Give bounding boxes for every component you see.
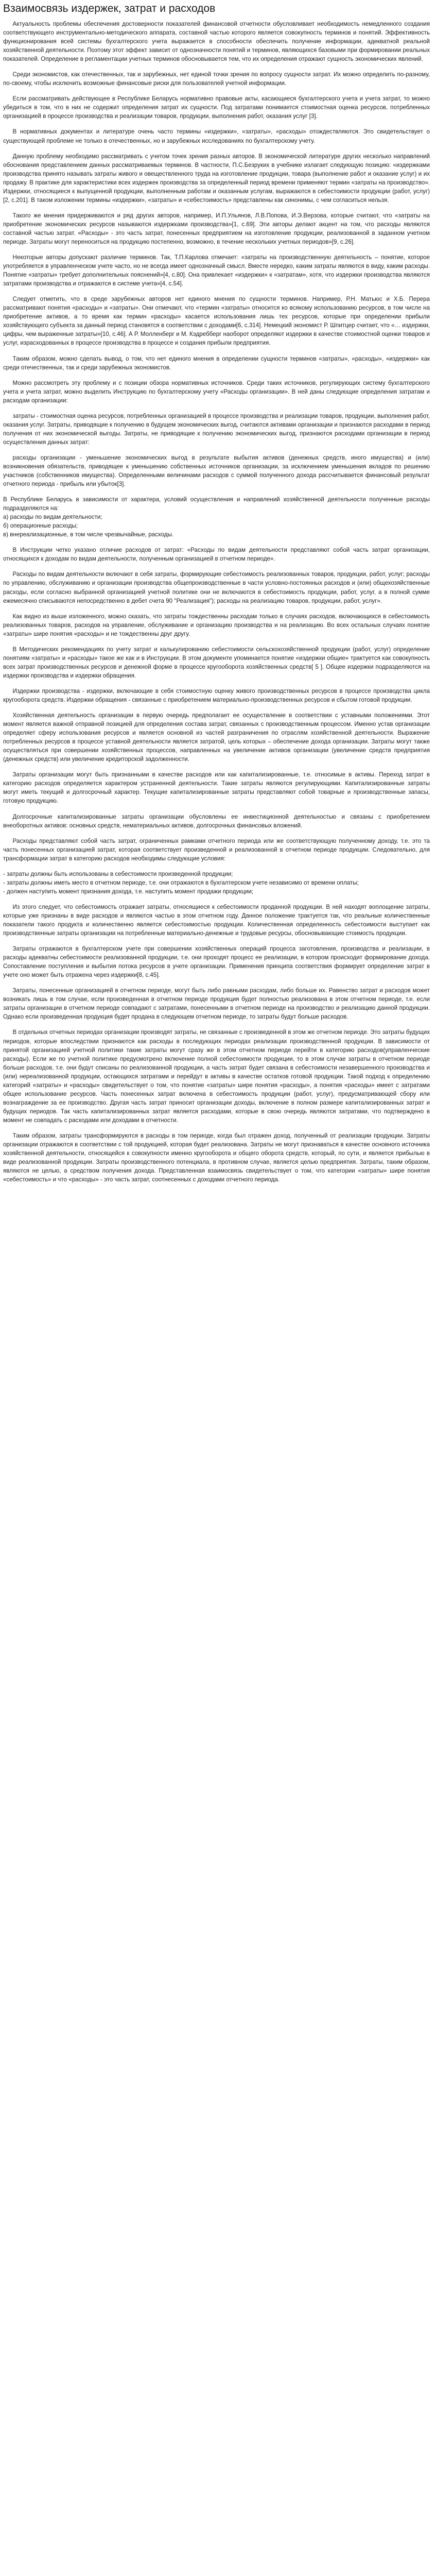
article-paragraph: Расходы по видам деятельности включают в себя затраты, формирующие себестоимость реализованных товаров, продукции, работ, услуг; расходы по управлению, обслуживанию и организации производства общепроизводственные в части условно-постоянных расходов и (или) общехозяйственные расходы, если согласно выбранной организацией учетной политике они не включаются в себестоимость продукции, работ, услуг, а в полной сумме ежемесячно списываются непосредственно в дебет счета 90 "Реализация"); расходы на реализацию товаров, продукции, работ, услуг». bbox=[3, 571, 430, 604]
article-paragraph: Таким образом, затраты трансформируются в расходы в том периоде, когда был отражен доход, полученный от реализации продукции. Затраты организации отражаются в соответствии с той продукцией, которая будет реализована. Затраты не могут признаваться в качестве основного источника хозяйственной деятельности, относящейся к совокупности именно кругооборота и общего оборота средств, который, по сути, и является прибылью в виде реализованной продукции. Затраты производственного потенциала, в противном случае, является целью предприятия. Затраты, таким образом, являются не целью, а средством получения дохода. Представленная взаимосвязь свидетельствует о том, что категории «затраты» шире понятия «себестоимость» и что «расходы» - это часть затрат, соотнесенных с доходами отчетного периода. bbox=[3, 1132, 430, 1183]
article-paragraph: В Инструкции четко указано отличие расходов от затрат: «Расходы по видам деятельности представляют собой часть затрат организации, относящихся к доходам по видам деятельности, полученным организацией в отчетном периоде». bbox=[3, 547, 430, 563]
article-paragraph: затраты - стоимостная оценка ресурсов, потребленных организацией в процессе производства и реализации товаров, продукции, выполнения работ, оказания услуг. Затраты, приводящие к получению в будущем экономических выгод, считаются активами организации и признаются расходами в период получения от них экономической выгоды. Затраты, не приводящие к получению экономических выгод, признаются расходами организации в период осуществления данных затрат: bbox=[3, 412, 430, 446]
article-paragraph: В Методических рекомендациях по учету затрат и калькулированию себестоимости сельскохозяйственной продукции (работ, услуг) определение понятиям «затраты» и «расходы» такое же как и в Инструкции. В этом документе упоминается понятие «издержки общие» трактуется как совокупность всех затрат производственных ресурсов и денежной форме в процессе кругооборота хозяйственных средств[ 5 ]. Общее издержки подразделяются на издержки производства и издержки обращения. bbox=[3, 646, 430, 679]
article-paragraph: Среди экономистов, как отечественных, так и зарубежных, нет единой точки зрения по вопросу сущности затрат. Их можно определить по-разному, по-своему, чтобы исключить возможные финансовые риски для пользователей учетной информации. bbox=[3, 71, 430, 87]
article-paragraph: Хозяйственная деятельность организации в первую очередь предполагает ее осуществление в соответствии с уставными положениями. Этот момент является важной отправной позицией для определения состава затрат, связанных с производственным процессом. Именно устав организации определяет сферу использования ресурсов и является основной из частей разграничения по отраслям хозяйственной деятельности. Выражение потребленных ресурсов в процессе уставной деятельности является затратой, цель которых – обеспечение дохода организации. Затраты могут также осуществляться при совершении хозяйственных процессов, направленных на увеличение активов организации (увеличение средств предприятия (денежных средств) или увеличение кредиторской задолженности. bbox=[3, 712, 430, 763]
article-paragraph: а) расходы по видам деятельности; bbox=[3, 514, 102, 521]
article-paragraph: Затраты, понесенные организацией в отчетном периоде, могут быть либо равными расходам, либо больше их. Равенство затрат и расходов может возникать лишь в том случае, если произведенная в отчетном периоде продукция будет полностью реализована в этом отчетном периоде, т.е. если затраты организации в отчетном периоде совпадают с затратами, понесенными в отчетном периоде на производство и реализацию данной продукции. Однако если произведенная продукция будет продана в следующем отчетном периоде, то затраты будут больше расходов. bbox=[3, 987, 430, 1021]
article-page bbox=[0, 0, 436, 1184]
article-paragraph: Можно рассмотреть эту проблему и с позиции обзора нормативных источников. Среди таких источников, регулирующих систему бухгалтерского учета и учета затрат, можно выделить Инструкцию по бухгалтерскому учету «Расходы организации». В ней даны следующие определения затратам и расходам организации: bbox=[3, 379, 430, 404]
article-paragraph: расходы организации - уменьшение экономических выгод в результате выбытия активов (денежных средств, иного имущества) и (или) возникновения обязательств, приводящее к уменьшению собственных источников организации, за исключением уменьшения вкладов по решению участников (собственников имущества). Определенными величинами расходов с суммой полученного дохода рассчитывается финансовый результат отчетного периода - прибыль или убыток[3]. bbox=[3, 454, 430, 488]
article-paragraph: - затраты должны быть использованы в себестоимости произведенной продукции; bbox=[3, 870, 233, 877]
article-paragraph: В Республике Беларусь в зависимости от характера, условий осуществления и направлений хозяйственной деятельности полученные расходы подразделяются на: bbox=[3, 496, 430, 512]
article-paragraph: Если рассматривать действующее в Республике Беларусь нормативно правовые акты, касающиеся бухгалтерского учета и учета затрат, то можно убедиться в том, что в них не содержит определения затрат их сущности. Под затратами понимается стоимостная оценка ресурсов, потребленных организацией в процессе производства и реализации товаров, продукции, выполнения работ, оказания услуг [3]. bbox=[3, 95, 430, 120]
article-paragraph: Таким образом, можно сделать вывод, о том, что нет единого мнения в определении сущности терминов «затраты», «расходы», «издержки» как среди отечественных, так и среди зарубежных экономистов. bbox=[3, 355, 430, 371]
article-paragraph: Следует отметить, что в среде зарубежных авторов нет единого мнения по сущности терминов. Например, Р.Н. Матьюс и Х.Б. Перера рассматривают понятия «расходы» и «затраты». Они отмечают, что «термин «затраты» относится ко всякому использованию ресурсов, в том числе на приобретение активов, а то время как термин «расходы» касается использования лишь тех ресурсов, которые при определении прибыли хозяйствующего субъекта за данный период становятся в соответствии с доходами[6, с.314]. Немецкий экономист Р. Шпитцер считает, что «… издержки, цифры, чем выраженные затраты»[10, с.46]. А Р. Молленберг и М. Кэдребберг наоборот определяют издержки в качестве стоимостной оценки товаров и услуг, израсходованных в процессе производства в процессе и создания прибыли предприятия. bbox=[3, 296, 430, 347]
article-paragraph: Затраты отражаются в бухгалтерском учете при совершении хозяйственных операций процесса заготовления, производства и реализации, в расходы адекватны себестоимости реализованной продукции, т.е. они проходят процесс ее реализации, в котором происходит формирование дохода. Сопоставление поступления и выбытия потока ресурсов в учете организации. Применения принципа соответствия формирует определение затрат в учете оно может быть отражена через издержки[8, с.45]. bbox=[3, 945, 430, 979]
article-paragraph: Расходы представляют собой часть затрат, ограниченных рамками отчетного периода или же соответствующую полученному доходу, т.е. это та часть понесенных организацией затрат, которая соответствует произведенной и реализованной в отчетном периоде продукции. Следовательно, для трансформации затрат в категорию расходов необходимы следующие условия: bbox=[3, 837, 430, 862]
article-paragraph: - должен наступить момент признания дохода, т.е. наступить момент продажи продукции; bbox=[3, 888, 254, 895]
article-paragraph: б) операционные расходы; bbox=[3, 522, 78, 530]
article-paragraph: Как видно из выше изложенного, можно сказать, что затраты тождественны расходам только в случаях расходов, включающихся в себестоимость реализованных товаров, расходов на управление, обслуживание и организацию производства и на реализацию. Во всех остальных случаях понятие «затраты» шире понятия «расходы» и не тождественны друг другу. bbox=[3, 613, 430, 637]
article-paragraph: Некоторые авторы допускают различие терминов. Так, Т.П.Карлова отмечает: «затраты на производственную деятельность – понятие, которое употребляется в управленческом учете часто, но не всегда имеет однозначный смысл. Вместе нередко, каким затраты являются в виду, каким расходы. Понятие «затраты» требует дополнительных пояснений»[4, с.80]. Она привлекает «издержки» к «затратам», хотя, что издержки производства являются затратами производства и отражаются в системе учета»[4, с.54]. bbox=[3, 254, 430, 287]
article-paragraph: Затраты организации могут быть признанными в качестве расходов или как капитализированные, т.е. относимые в активы. Переход затрат в категорию расходов определяется характером устраненной деятельности. Такие затраты являются регулирующими. Капитализированные затраты могут иметь текущий и долгосрочный характер. Текущие капитализированные затраты представляют собой товарные и производственные запасы, готовую продукцию. bbox=[3, 771, 430, 805]
article-paragraph: Долгосрочные капитализированные затраты организации обусловлены ее инвестиционной деятельностью и связаны с приобретением внеоборотных активов: основных средств, нематериальных активов, долгосрочных финансовых вложений. bbox=[3, 813, 430, 829]
article-paragraph: Данную проблему необходимо рассматривать с учетом точек зрения разных авторов. В экономической литературе других несколько направлений обоснования представлением данных рассматриваемых терминов. В частности, П.С.Безруких в учебнике излагает следующую позицию: «издержками производства принято называть затраты живого и овеществленного труда на изготовление продукции, товара (выполнение работ и оказание услуг) и их продажу. В практике для характеристики всех издержек производства за определенный период времени применяют термин «затраты на производство». Издержки, относящиеся к выпущенной продукции, выполненным работам и оказанным услугам, выражаются в себестоимости продукции (работ, услуг)[2, с.201]. В таком изложении термины «издержки», «затраты» и «себестоимость» представлены как синонимы, с чем согласиться нельзя. bbox=[3, 152, 430, 204]
article-paragraph: В отдельных отчетных периодах организации производят затраты, не связанные с произведенной в этом же отчетном периоде. Это затраты будущих периодов, которые впоследствии признаются как расходы в последующих периодах реализации производственной продукции. В зависимости от принятой организацией учетной политики такие затраты могут сразу же в этом отчетном периоде перейти в категорию расходов(управленческие расходы). Если же по учетной политике предусмотрено включение полной себестоимости продукции, то в этом случае затраты в отчетном периоде больше расходов, т.е. они будут списаны по реализованной продукции, а часть затрат будет связана в себестоимости незавершенного производства и (или) нереализованной продукции, остающихся затратами и перейдут в активы в качестве остатков готовой продукции. Такой подход к определению категорий «затраты» и «расходы» свидетельствует о том, что понятие «затраты» шире понятия «расходы», а понятия «расходы» имеет с затратами общее использование ресурсов. Часть понесенных затрат включена в себестоимость продукции (работ, услуг), предусматривающей сбору или вознаграждение за ее производство. Другая часть затрат приносит организации доходы, включение в полном размере капитализированных затрат и будущих периодов. Так часть капитализированных затрат является расходами, которые в свою очередь являются затратами, что подтверждено в момент не совпадать с расходами или доходами в отчетности. bbox=[3, 1029, 430, 1124]
article-paragraph: Актуальность проблемы обеспечения достоверности показателей финансовой отчетности обусловливает необходимость немедленного создания соответствующего инструментально-методического аппарата, составной частью которого является совокупность терминов и понятий. Эффективность функционирования всей системы бухгалтерского учета выражается в способности обеспечить получение информации, адекватной реальной хозяйственной деятельности. Поэтому этот эффект зависит от однозначности понятий и терминов, являющихся базовыми при формировании реальных показателей. Определение в регламентации учетных терминов обосновывается тем, что их определения отражают сущность экономических явлений. bbox=[3, 21, 430, 63]
article-title: Взаимосвязь издержек, затрат и расходов bbox=[3, 3, 216, 14]
article-paragraph: Издержки производства - издержки, включающие в себя стоимостную оценку живого производственных ресурсов в процессе производства цикла кругооборота средств. Издержки обращения - связанные с приобретением материально-производственных ресурсов и сбытом готовой продукции. bbox=[3, 687, 430, 703]
article-paragraph: В нормативных документах и литературе очень часто термины «издержки», «затраты», «расходы» отождествляются. Это свидетельствует о существующей проблеме не только в отечественных, но и зарубежных исследованиях по бухгалтерскому учету. bbox=[3, 128, 430, 144]
article-body bbox=[3, 20, 430, 1184]
article-paragraph: - затраты должны иметь место в отчетном периоде, т.е. они отражаются в бухгалтерском учете независимо от времени оплаты; bbox=[3, 879, 359, 886]
article-paragraph: в) внереализационные, в том числе чрезвычайные, расходы. bbox=[3, 531, 174, 538]
article-paragraph: Такого же мнения придерживаются и ряд других авторов, например, И.П.Ульянов, Л.В.Попова, И.Э.Верзова, которые считают, что «затраты на приобретение экономических ресурсов называются издержками производства»[1, с.69]. Эти авторы делают акцент на том, что расходы являются составной частью затрат. «Расходы» - это часть затрат, понесенных предприятием на изготовление продукции, реализованной в заданном учетном периоде. Затраты могут переноситься на продукцию постепенно, возможно, в течение нескольких учетных периодов»[9, с.26]. bbox=[3, 212, 430, 245]
article-paragraph: Из этого следует, что себестоимость отражает затраты, относящиеся к себестоимости проданной продукции. В ней находят воплощение затраты, которые уже признаны в виде расходов и являются частью в этом отчетном году. Данное положение трактуется так, что реальные количественные показатели такого продукта и количественно является себестоимостью продукции. Количественная определенность себестоимости выступает как производственные затраты организации на потребленные материально-денежные и трудовые ресурсы, обосновывающие стоимость продукции. bbox=[3, 903, 430, 937]
